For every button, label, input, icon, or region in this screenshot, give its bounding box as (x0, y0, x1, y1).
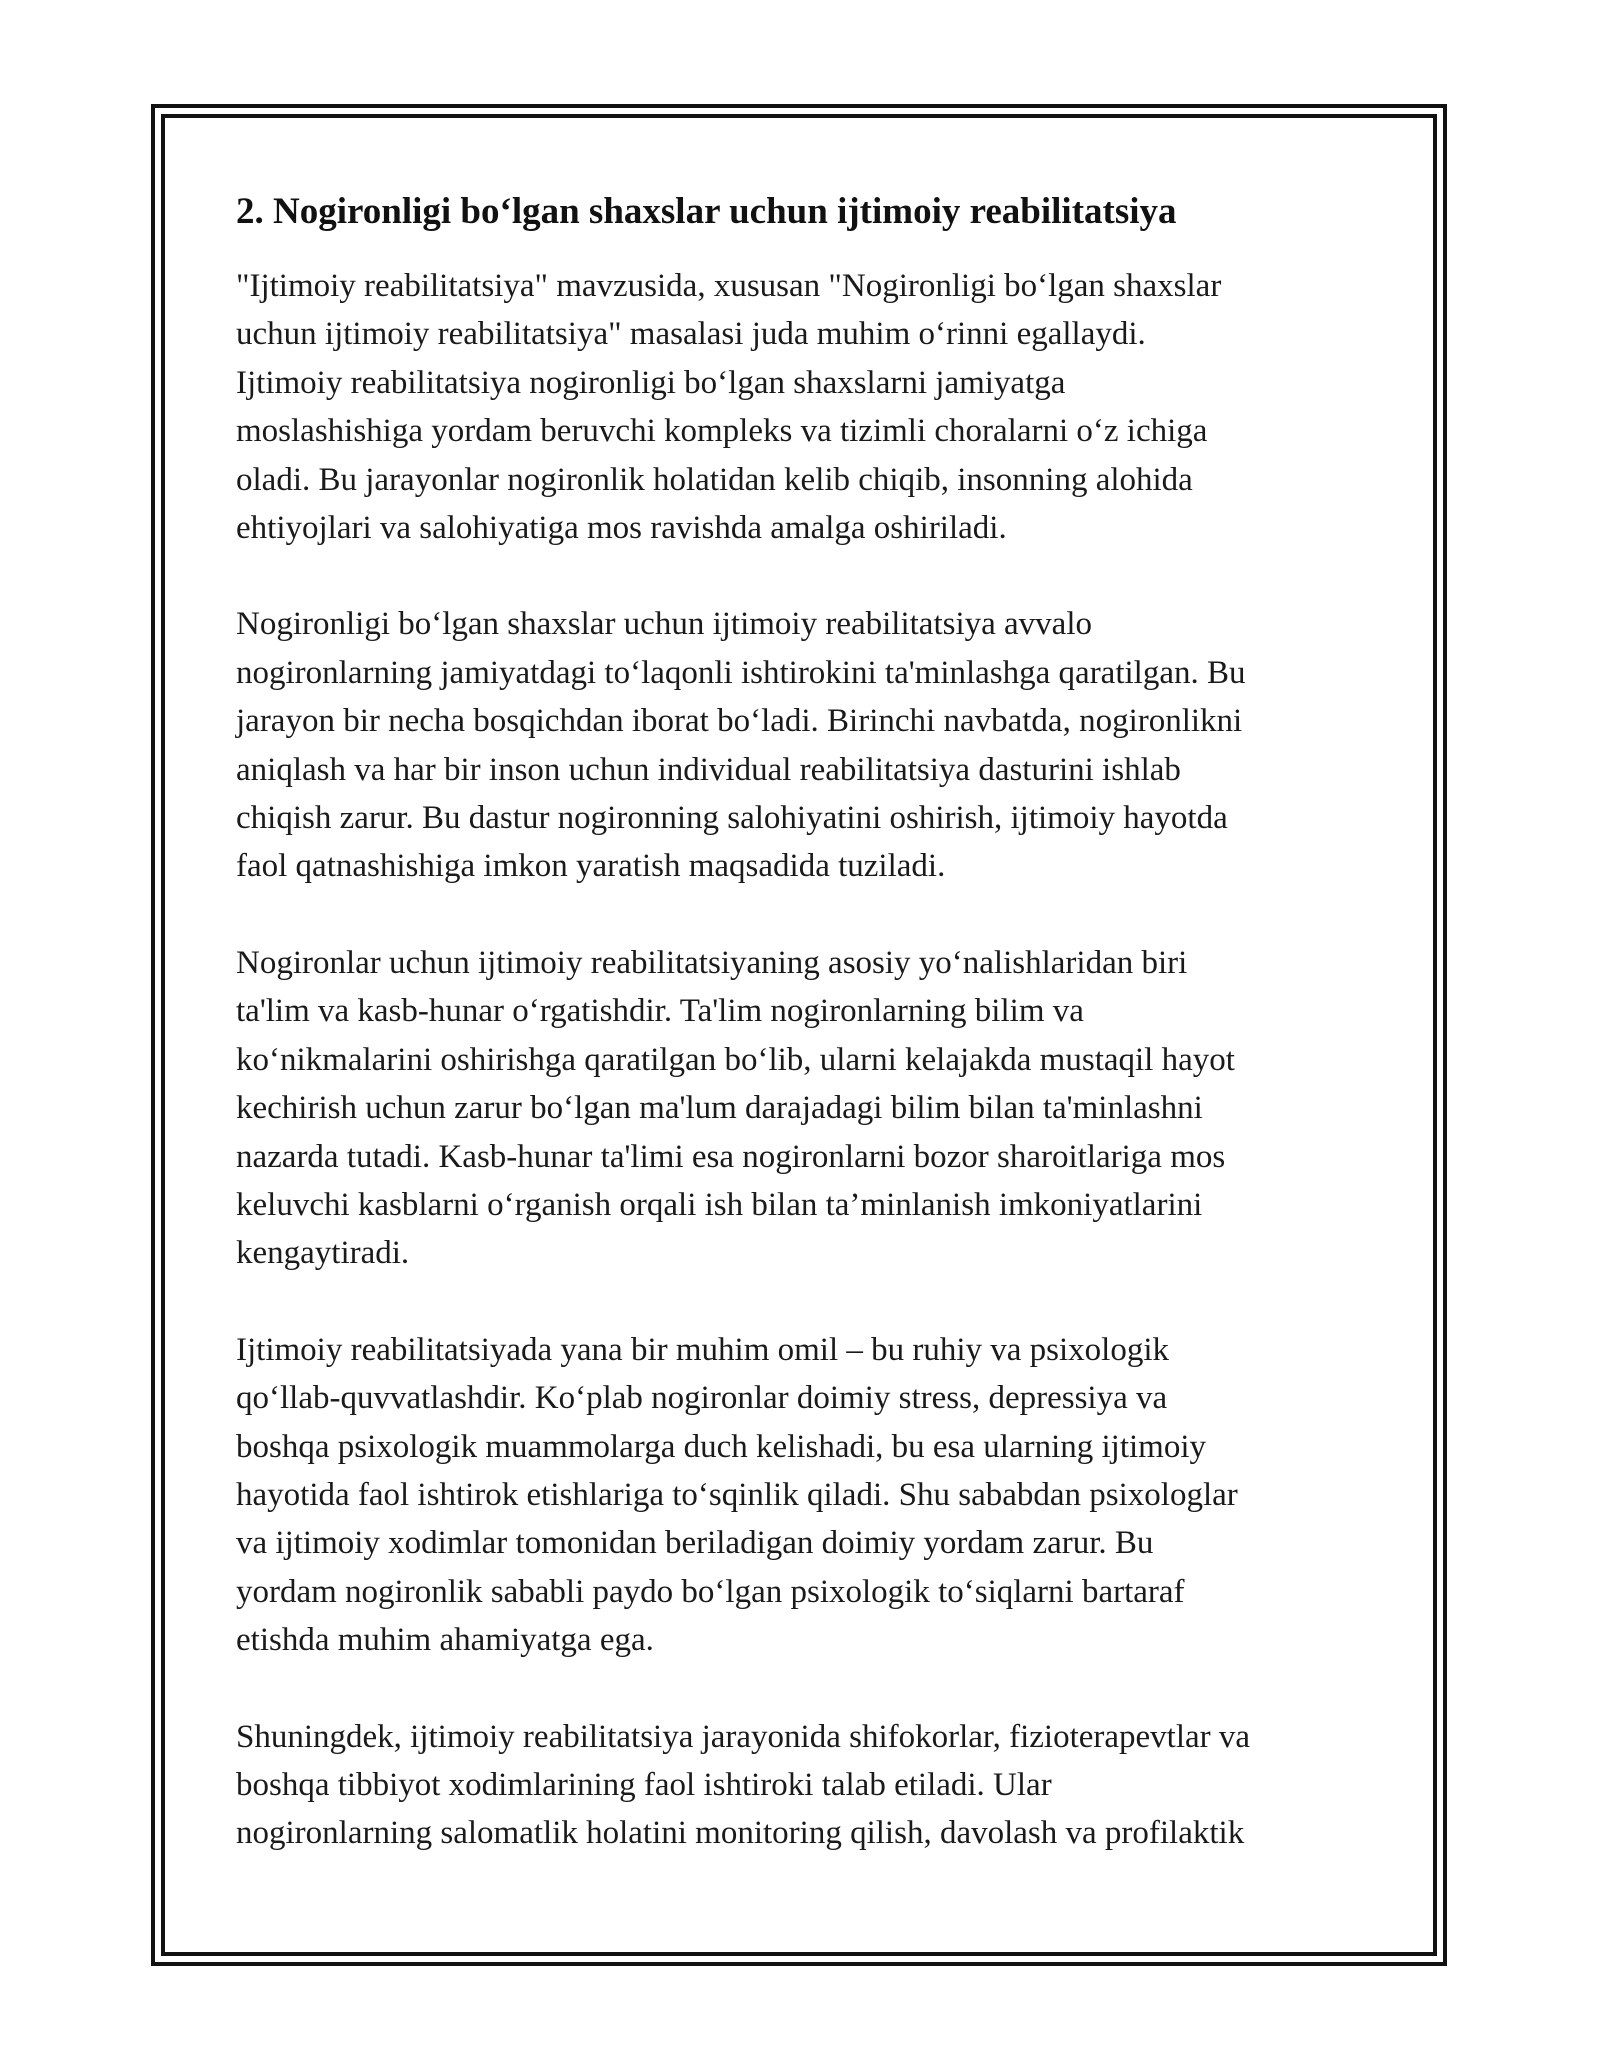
section-heading: 2. Nogironligi bo‘lgan shaxslar uchun ijtimoiy reabilitatsiya (236, 191, 1177, 232)
paragraph-3: Nogironlar uchun ijtimoiy reabilitatsiyaning asosiy yo‘nalishlaridan biri ta'lim va kasb-hunar o‘rgatishdir. Ta'lim nogironlarning bilim va ko‘nikmalarini oshirishga qaratilgan bo‘lib, ularni kelajakda mustaqil hayot kechirish uchun zarur bo‘lgan ma'lum darajadagi bilim bilan ta'minlashni nazarda tutadi. Kasb-hunar ta'limi esa nogironlarni bozor sharoitlariga mos keluvchi kasblarni o‘rganish orqali ish bilan ta’minlanish imkoniyatlarini kengaytiradi. (236, 944, 1235, 1272)
paragraph-2: Nogironligi bo‘lgan shaxslar uchun ijtimoiy reabilitatsiya avvalo nogironlarning jamiyatdagi to‘laqonli ishtirokini ta'minlashga qaratilgan. Bu jarayon bir necha bosqichdan iborat bo‘ladi. Birinchi navbatda, nogironlikni aniqlash va har bir inson uchun individual reabilitatsiya dasturini ishlab chiqish zarur. Bu dastur nogironning salohiyatini oshirish, ijtimoiy hayotda faol qatnashishiga imkon yaratish maqsadida tuziladi. (236, 606, 1246, 885)
document-body (236, 186, 1376, 1906)
paragraph-5: Shuningdek, ijtimoiy reabilitatsiya jarayonida shifokorlar, fizioterapevtlar va boshqa tibbiyot xodimlarining faol ishtiroki talab etiladi. Ular nogironlarning salomatlik holatini monitoring qilish, davolash va profilaktik (236, 1718, 1251, 1852)
paragraph-1: "Ijtimoiy reabilitatsiya" mavzusida, xususan "Nogironligi bo‘lgan shaxslar uchun ijtimoiy reabilitatsiya" masalasi juda muhim o‘rinni egallaydi. Ijtimoiy reabilitatsiya nogironligi bo‘lgan shaxslarni jamiyatga moslashishiga yordam beruvchi kompleks va tizimli choralarni o‘z ichiga oladi. Bu jarayonlar nogironlik holatidan kelib chiqib, insonning alohida ehtiyojlari va salohiyatiga mos ravishda amalga oshiriladi. (236, 268, 1222, 547)
paragraph-4: Ijtimoiy reabilitatsiyada yana bir muhim omil – bu ruhiy va psixologik qo‘llab-quvvatlashdir. Ko‘plab nogironlar doimiy stress, depressiya va boshqa psixologik muammolarga duch kelishadi, bu esa ularning ijtimoiy hayotida faol ishtirok etishlariga to‘sqinlik qiladi. Shu sababdan psixologlar va ijtimoiy xodimlar tomonidan beriladigan doimiy yordam zarur. Bu yordam nogironlik sababli paydo bo‘lgan psixologik to‘siqlarni bartaraf etishda muhim ahamiyatga ega. (236, 1331, 1238, 1659)
